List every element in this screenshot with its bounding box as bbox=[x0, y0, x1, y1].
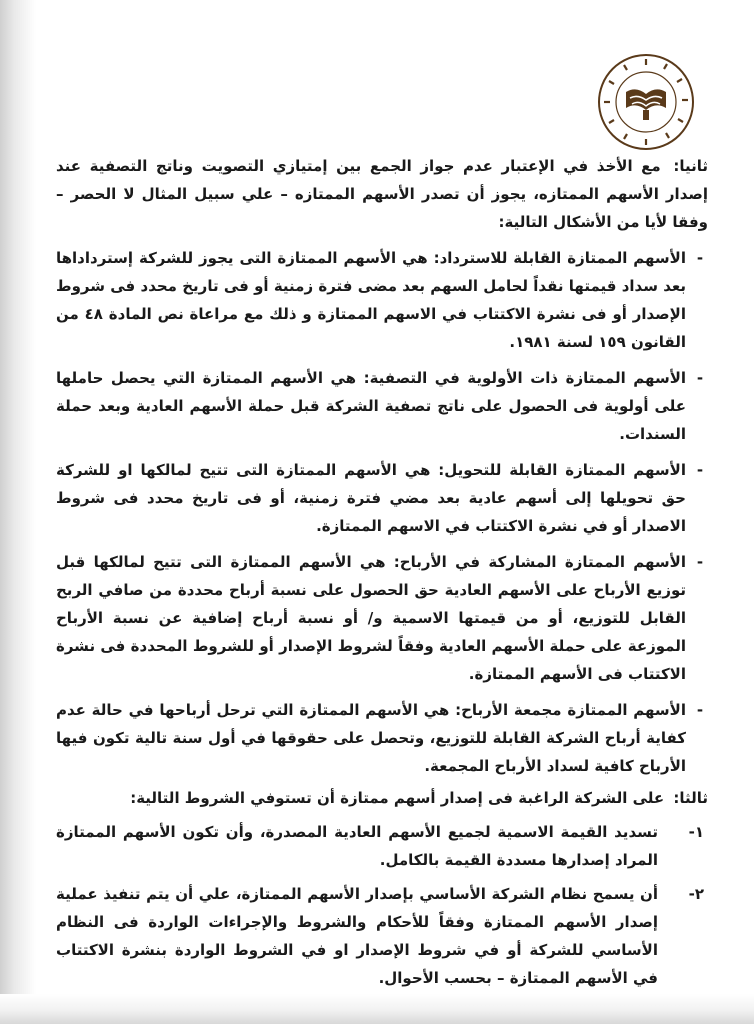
section-three-intro bbox=[56, 784, 708, 812]
gafi-logo bbox=[596, 52, 696, 152]
bullet-dash: - bbox=[696, 249, 704, 267]
item-text: تسديد القيمة الاسمية لجميع الأسهم العادية المصدرة، وأن تكون الأسهم الممتازة المراد إصدارها مسددة القيمة بالكامل. bbox=[56, 823, 658, 869]
bullet-dash: - bbox=[696, 553, 704, 571]
bullet-item bbox=[56, 244, 708, 356]
bullet-item bbox=[56, 696, 708, 780]
section-two-text: مع الأخذ في الإعتبار عدم جواز الجمع بين إمتيازي التصويت وناتج التصفية عند إصدار الأسهم الممتازه، يجوز أن تصدر الأسهم الممتازه – علي سبيل المثال لا الحصر – وفقا لأيا من الأشكال التالية: bbox=[56, 157, 708, 231]
bullet-dash: - bbox=[696, 461, 704, 479]
bullet-dash: - bbox=[696, 369, 704, 387]
section-two-label: ثانيا: bbox=[673, 157, 708, 175]
bullet-text: الأسهم الممتازة القابلة للتحويل: هي الأسهم الممتازة التى تتيح لمالكها او للشركة حق تحويلها إلى أسهم عادية بعد مضي فترة زمنية، أو فى تاريخ محدد فى شروط الاصدار أو في نشرة الاكتتاب في الاسهم الممتازة. bbox=[56, 461, 686, 535]
bullet-text: الأسهم الممتازة المشاركة في الأرباح: هي الأسهم الممتازة التى تتيح لمالكها قبل توزيع الأرباح على الأسهم العادية حق الحصول على نسبة أرباح محددة من صافي الربح القابل للتوزيع، أو من قيمتها الاسمية و/ أو نسبة أرباح إضافية عن نسبة الأرباح الموزعة على حملة الأسهم العادية وفقاً لشروط الإصدار أو للشروط المحددة فى نشرة الاكتتاب فى الأسهم الممتازة. bbox=[56, 553, 686, 683]
bullet-item bbox=[56, 456, 708, 540]
gafi-seal-icon bbox=[596, 52, 696, 152]
bullet-text: الأسهم الممتازة ذات الأولوية في التصفية: هي الأسهم الممتازة التي يحصل حاملها على أولوية فى الحصول على ناتج تصفية الشركة قبل حملة الأسهم العادية وبعد حملة السندات. bbox=[56, 369, 686, 443]
item-number: ١- bbox=[688, 823, 704, 841]
numbered-item bbox=[56, 880, 708, 992]
item-number: ٢- bbox=[688, 885, 704, 903]
numbered-item bbox=[56, 818, 708, 874]
section-two-intro bbox=[56, 152, 708, 236]
item-text: أن يسمح نظام الشركة الأساسي بإصدار الأسهم الممتازة، علي أن يتم تنفيذ عملية إصدار الأسهم الممتازة وفقاً للأحكام والشروط والإجراءات الواردة فى النظام الأساسي للشركة أو في شروط الإصدار او في الشروط الواردة بنشرة الاكتتاب في الأسهم الممتازة – بحسب الأحوال. bbox=[56, 885, 658, 987]
section-three-text: على الشركة الراغبة فى إصدار أسهم ممتازة أن تستوفي الشروط التالية: bbox=[130, 789, 665, 807]
bullet-text: الأسهم الممتازة القابلة للاسترداد: هي الأسهم الممتازة التى يجوز للشركة إسترداداها بعد سداد قيمتها نقداً لحامل السهم بعد مضى فترة زمنية أو فى تاريخ محدد فى شروط الإصدار أو فى نشرة الاكتتاب في الاسهم الممتازة و ذلك مع مراعاة نص المادة ٤٨ من القانون ١٥٩ لسنة ١٩٨١. bbox=[56, 249, 686, 351]
page-edge-shadow bbox=[0, 0, 36, 1024]
bullet-text: الأسهم الممتازة مجمعة الأرباح: هي الأسهم الممتازة التي ترحل أرباحها في حالة عدم كفاية أرباح الشركة القابلة للتوزيع، وتحصل على حقوقها في أول سنة تالية تكون فيها الأرباح كافية لسداد الأرباح المجمعة. bbox=[56, 701, 686, 775]
bullet-item bbox=[56, 548, 708, 688]
page-bottom-shadow bbox=[0, 994, 754, 1024]
bullet-dash: - bbox=[696, 701, 704, 719]
document-body bbox=[56, 152, 708, 992]
section-three-label: ثالثا: bbox=[673, 789, 708, 807]
bullet-item bbox=[56, 364, 708, 448]
